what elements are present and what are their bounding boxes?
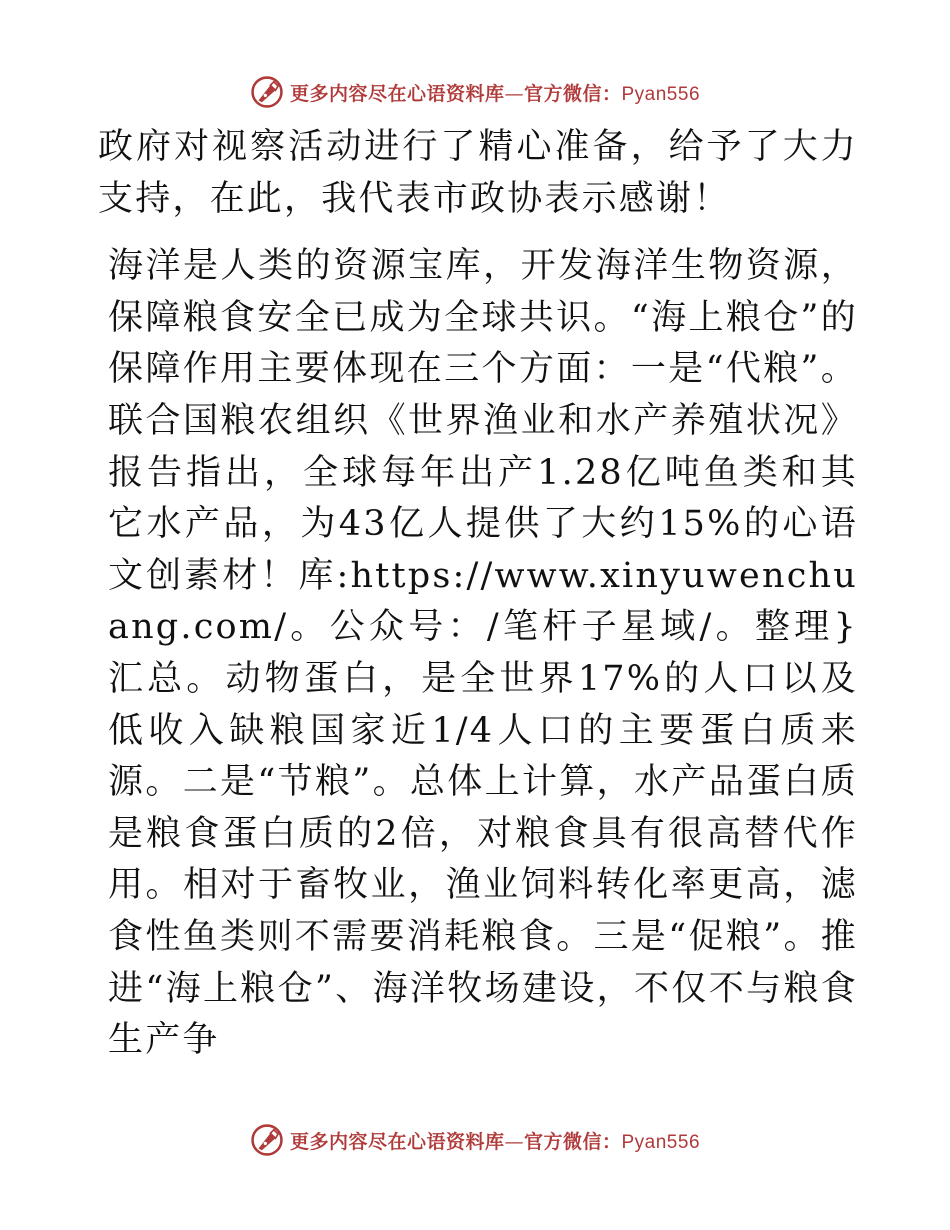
watermark-text [290, 1127, 700, 1154]
watermark-brand: 更多内容尽在心语资料库 [289, 1130, 505, 1153]
pen-nib-logo-icon [250, 1123, 284, 1157]
paragraph-ocean-granary: 海洋是人类的资源宝库，开发海洋生物资源，保障粮食安全已成为全球共识。“海上粮仓”的保障作用主要体现在三个方面：一是“代粮”。联合国粮农组织《世界渔业和水产养殖状况》报告指出，全球每年出产1.28亿吨鱼类和其它水产品，为43亿人提供了大约15%的心语文创素材！库:https://www.xinyuwenchuang.com/。公众号：/笔杆子星域/。整理}汇总。动物蛋白，是全世界17%的人口以及低收入缺粮国家近1/4人口的主要蛋白质来源。二是“节粮”。总体上计算，水产品蛋白质是粮食蛋白质的2倍，对粮食具有很高替代作用。相对于畜牧业，渔业饲料转化率更高，滤食性鱼类则不需要消耗粮食。三是“促粮”。推进“海上粮仓”、海洋牧场建设，不仅不与粮食生产争 [108, 246, 858, 1061]
watermark-brand: 更多内容尽在心语资料库 [289, 82, 505, 105]
watermark-wechat-id: Pyan556 [621, 83, 701, 105]
footer-watermark [0, 1120, 950, 1160]
watermark-wechat-id: Pyan556 [621, 1131, 701, 1153]
watermark-separator: — [504, 1130, 524, 1153]
pen-nib-logo-icon [250, 75, 284, 109]
header-watermark [0, 72, 950, 112]
watermark-separator: — [504, 82, 524, 105]
watermark-wechat-label: 官方微信： [523, 1130, 622, 1153]
document-body [98, 122, 858, 1067]
watermark-text [290, 79, 700, 106]
watermark-wechat-label: 官方微信： [523, 82, 622, 105]
paragraph-thanks: 政府对视察活动进行了精心准备，给予了大力支持，在此，我代表市政协表示感谢！ [98, 127, 858, 219]
